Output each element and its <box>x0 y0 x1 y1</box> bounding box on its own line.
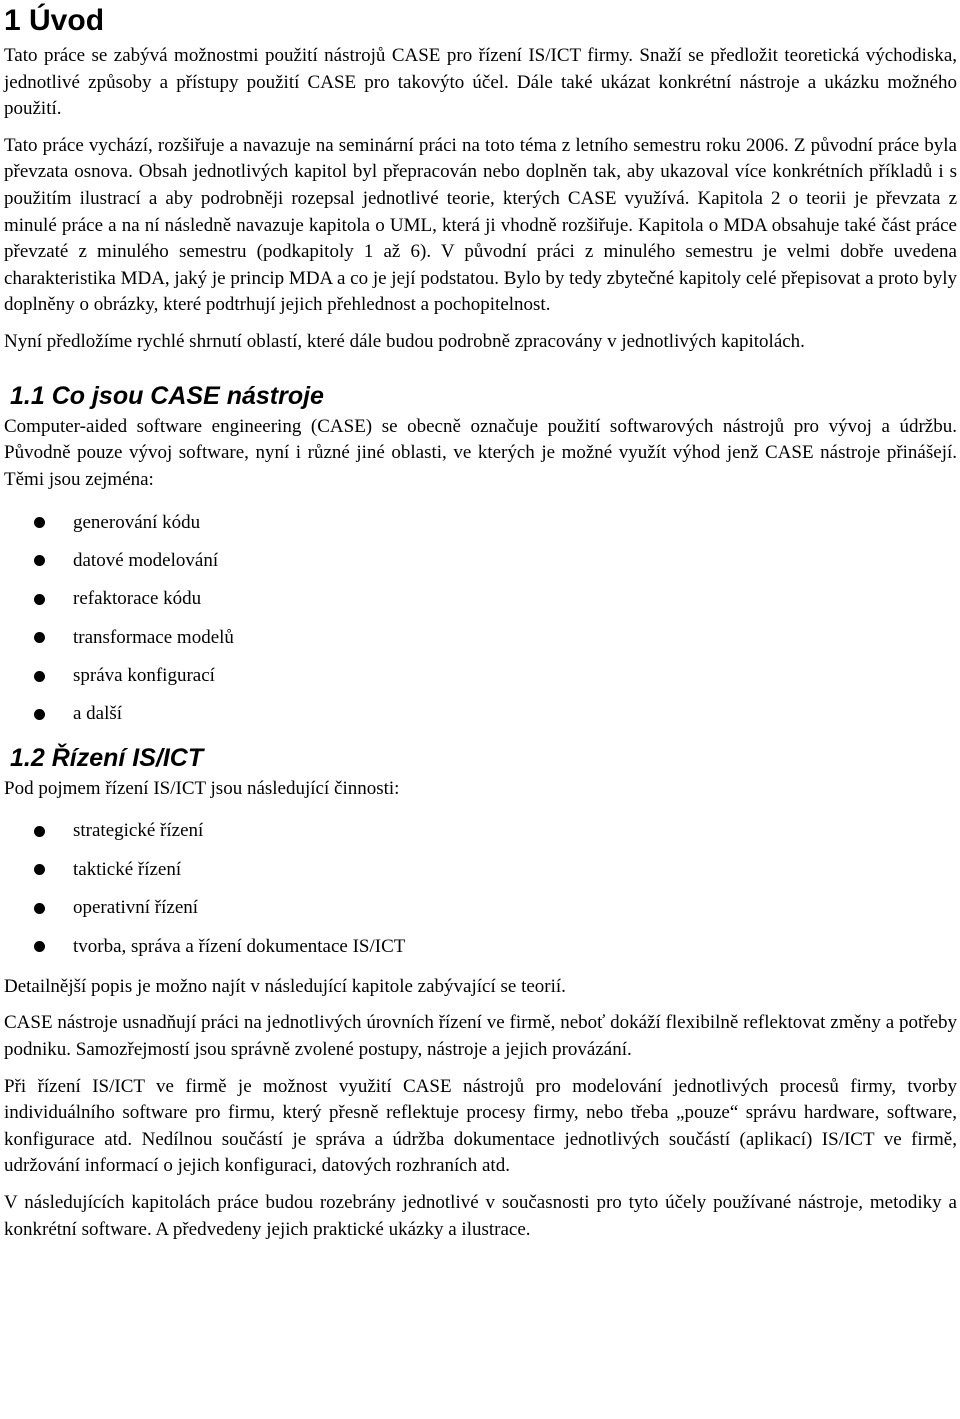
list-item-text: strategické řízení <box>73 820 204 842</box>
bullet-icon <box>34 632 45 643</box>
list-item-text: správa konfigurací <box>73 665 215 687</box>
list-item-text: transformace modelů <box>73 626 234 648</box>
case-features-list <box>4 503 957 733</box>
list-item <box>34 657 957 695</box>
list-item <box>34 851 957 889</box>
list-item <box>34 695 957 733</box>
list-item-text: taktické řízení <box>73 858 182 880</box>
list-item <box>34 542 957 580</box>
bullet-icon <box>34 517 45 528</box>
chapter-heading: 1 Úvod <box>4 4 105 37</box>
bullet-icon <box>34 671 45 682</box>
section-1-2-paragraph-1: Pod pojmem řízení IS/ICT jsou následující činnosti: <box>4 777 400 799</box>
list-item-text: operativní řízení <box>73 897 199 919</box>
list-item <box>34 503 957 541</box>
section-1-2-paragraph-2: Detailnější popis je možno najít v následující kapitole zabývající se teorií. <box>4 975 566 997</box>
list-item <box>34 927 957 965</box>
bullet-icon <box>34 903 45 914</box>
section-1-2-paragraph-5: V následujících kapitolách práce budou rozebrány jednotlivé v současnosti pro tyto účely používané nástroje, metodiky a konkrétní software. A předvedeny jejich praktické ukázky a ilustrace. <box>4 1191 957 1240</box>
section-1-2-paragraph-3: CASE nástroje usnadňují práci na jednotlivých úrovních řízení ve firmě, neboť dokáží flexibilně reflektovat změny a potřeby podniku. Samozřejmostí jsou správně zvolené postupy, nástroje a jejich provázání. <box>4 1012 957 1060</box>
list-item-text: refaktorace kódu <box>73 588 202 610</box>
section-1-2-paragraph-4: Při řízení IS/ICT ve firmě je možnost využití CASE nástrojů pro modelování jednotlivých procesů firmy, tvorby individuálního software pro firmu, který přesně reflektuje procesy firmy, nebo třeba „pouze“ správu hardware, software, konfigurace atd. Nedílnou součástí je správa a údržba dokumentace jednotlivých součástí (aplikací) IS/ICT ve firmě, udržování informací o jejich konfiguraci, datových rozhraních atd. <box>4 1075 957 1177</box>
bullet-icon <box>34 594 45 605</box>
intro-paragraph-2: Tato práce vychází, rozšiřuje a navazuje na seminární práci na toto téma z letního semestru roku 2006. Z původní práce byla převzata osnova. Obsah jednotlivých kapitol byl přepracován nebo doplněn tak, aby ukazoval více konkrétních příkladů i s použitím ilustrací a aby podrobněji rozepsal jednotlivé teorie, kterých CASE využívá. Kapitola 2 o teorii je převzata z minulé práce a na ní následně navazuje kapitola o UML, která ji vhodně rozšiřuje. Kapitola o MDA obsahuje také část práce převzaté z minulého semestru (podkapitoly 1 až 6). V původní práci z minulého semestru je velmi dobře uvedena charakteristika MDA, jaký je princip MDA a co je její podstatou. Bylo by tedy zbytečné kapitoly celé přepisovat a proto byly doplněny o obrázky, které podtrhují jejich přehlednost a pochopitelnost. <box>4 134 957 316</box>
list-item-text: generování kódu <box>73 511 201 533</box>
intro-paragraph-1: Tato práce se zabývá možnostmi použití nástrojů CASE pro řízení IS/ICT firmy. Snaží se předložit teoretická východiska, jednotlivé způsoby a přístupy použití CASE pro takovýto účel. Dále také ukázat konkrétní nástroje a ukázku možného použití. <box>4 45 957 120</box>
list-item <box>34 580 957 618</box>
bullet-icon <box>34 709 45 720</box>
intro-paragraph-3: Nyní předložíme rychlé shrnutí oblastí, které dále budou podrobně zpracovány v jednotlivých kapitolách. <box>4 330 805 352</box>
section-heading-1-1: 1.1 Co jsou CASE nástroje <box>10 381 324 410</box>
section-1-1-paragraph-1: Computer-aided software engineering (CASE) se obecně označuje použití softwarových nástrojů pro vývoj a údržbu. Původně pouze vývoj software, nyní i různé jiné oblasti, ve kterých je možné využít výhod jenž CASE nástroje přinášejí. Těmi jsou zejména: <box>4 415 957 490</box>
list-item <box>34 812 957 850</box>
bullet-icon <box>34 941 45 952</box>
management-activities-list <box>4 812 957 966</box>
list-item <box>34 618 957 656</box>
section-heading-1-2: 1.2 Řízení IS/ICT <box>10 743 204 772</box>
list-item <box>34 889 957 927</box>
bullet-icon <box>34 555 45 566</box>
list-item-text: tvorba, správa a řízení dokumentace IS/ICT <box>73 935 406 957</box>
document-page <box>0 2 960 1243</box>
bullet-icon <box>34 864 45 875</box>
list-item-text: a další <box>73 703 123 725</box>
bullet-icon <box>34 826 45 837</box>
list-item-text: datové modelování <box>73 549 219 571</box>
